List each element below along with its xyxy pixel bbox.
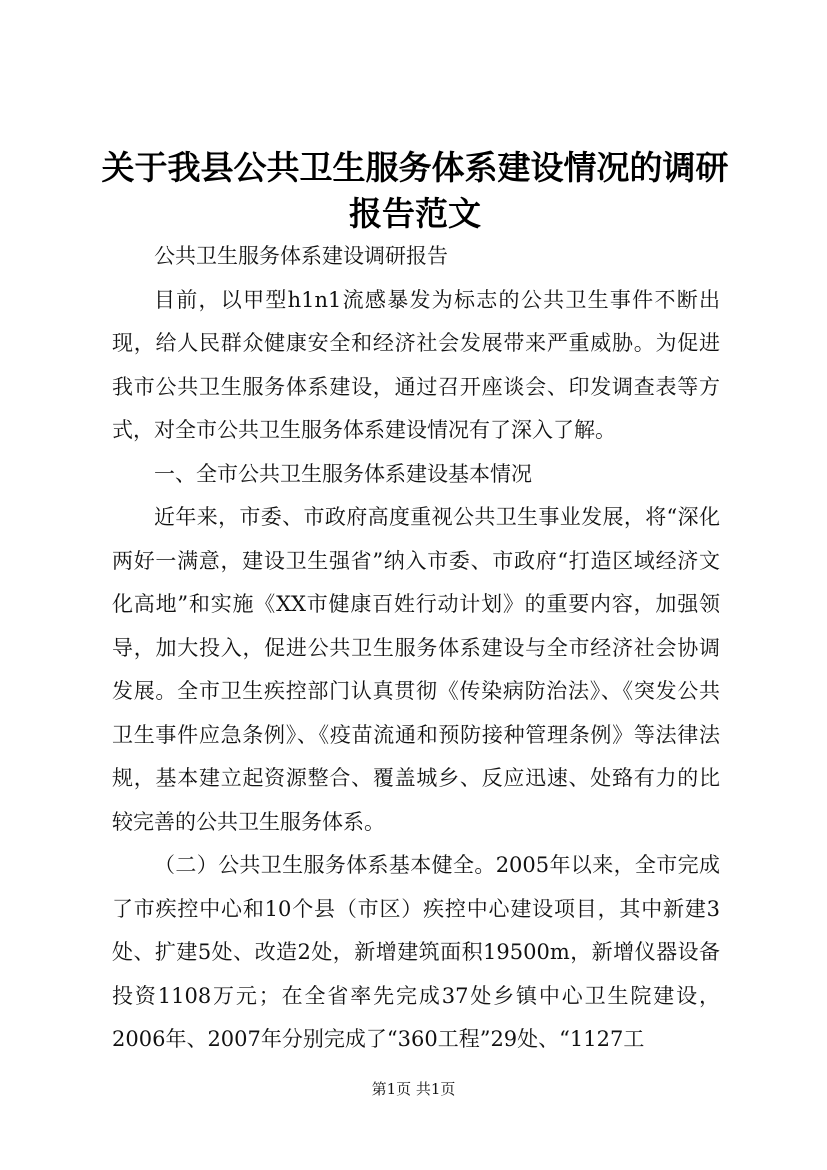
body-paragraph: 近年来，市委、市政府高度重视公共卫生事业发展，将“深化两好一满意，建设卫生强省”纳入市委、市政府“打造区域经济文化高地”和实施《XX市健康百姓行动计划》的重要内容，加强领导，加大投入，促进公共卫生服务体系建设与全市经济社会协调发展。全市卫生疾控部门认真贯彻《传染病防治法》、《突发公共卫生事件应急条例》、《疫苗流通和预防接种管理条例》等法律法规，基本建立起资源整合、覆盖城乡、反应迅速、处臵有力的比较完善的公共卫生服务体系。 (112, 505, 720, 834)
intro-paragraph: 目前，以甲型h1n1流感暴发为标志的公共卫生事件不断出现，给人民群众健康安全和经济社会发展带来严重威胁。为促进我市公共卫生服务体系建设，通过召开座谈会、印发调查表等方式，对全市公共卫生服务体系建设情况有了深入了解。 (112, 287, 720, 442)
body-paragraph: （二）公共卫生服务体系基本健全。2005年以来，全市完成了市疾控中心和10个县（市区）疾控中心建设项目，其中新建3处、扩建5处、改造2处，新增建筑面积19500m，新增仪器设备投资1108万元；在全省率先完成37处乡镇中心卫生院建设，2006年、2007年分别完成了“360工程”29处、“1127工 (112, 853, 720, 1051)
document-body (112, 235, 720, 1062)
section-heading: 一、全市公共卫生服务体系建设基本情况 (154, 461, 532, 486)
document-title: 关于我县公共卫生服务体系建设情况的调研报告范文 (101, 148, 729, 233)
page-number-footer: 第1页 共1页 (371, 1080, 456, 1098)
subtitle-paragraph: 公共卫生服务体系建设调研报告 (154, 244, 448, 268)
